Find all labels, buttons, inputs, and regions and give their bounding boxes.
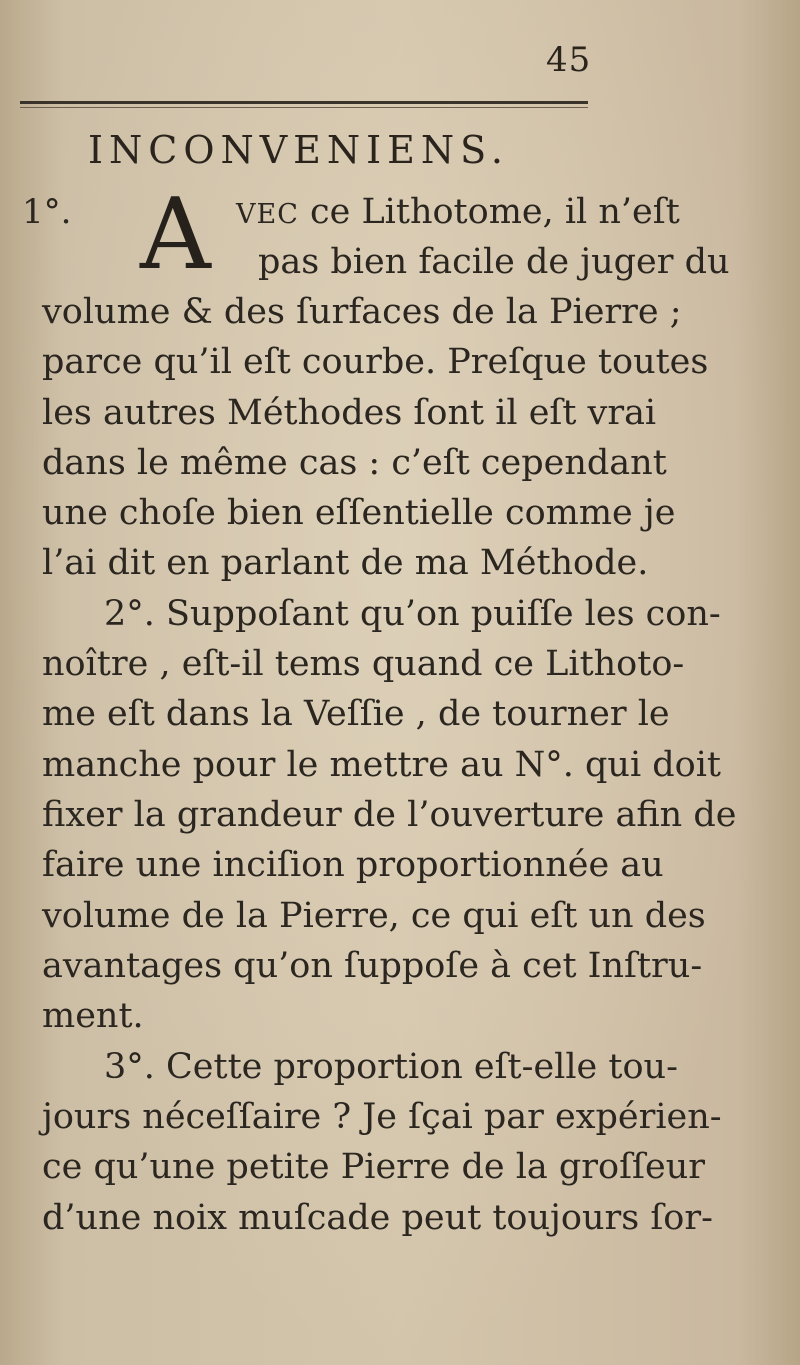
paragraph-2-line-1: 2°. Suppoſant qu’on puiſſe les con- — [104, 594, 721, 634]
drop-cap: A — [140, 178, 211, 292]
paragraph-2-line-9: ment. — [42, 996, 144, 1036]
paragraph-1-line-6: dans le même cas : c’eſt cependant — [42, 443, 667, 483]
section-heading: INCONVENIENS. — [88, 128, 509, 172]
paragraph-2-line-8: avantages qu’on ſuppoſe à cet Inſtru- — [42, 946, 703, 986]
small-caps-text: VEC — [236, 199, 299, 230]
paragraph-2-line-3: me eſt dans la Veſſie , de tourner le — [42, 694, 670, 734]
page-number: 45 — [546, 40, 592, 80]
paragraph-2-line-7: volume de la Pierre, ce qui eſt un des — [42, 896, 706, 936]
paragraph-3-line-2: jours néceſſaire ? Je ſçai par expérien- — [42, 1097, 722, 1137]
paragraph-1-number: 1°. — [22, 192, 72, 232]
paragraph-2-line-2: noître , eſt-il tems quand ce Lithoto- — [42, 644, 685, 684]
paragraph-1-line-1 — [236, 192, 680, 232]
paragraph-3-line-1: 3°. Cette proportion eſt-elle tou- — [104, 1047, 678, 1087]
paragraph-1-line-8: l’ai dit en parlant de ma Méthode. — [42, 543, 649, 583]
paragraph-3-line-3: ce qu’une petite Pierre de la groſſeur — [42, 1147, 706, 1187]
paragraph-1-line-3: volume & des ſurfaces de la Pierre ; — [42, 292, 682, 332]
paragraph-2-line-5: fixer la grandeur de l’ouverture afin de — [42, 795, 737, 835]
paragraph-2-line-6: faire une inciſion proportionnée au — [42, 845, 664, 885]
paragraph-1-line-4: parce qu’il eſt courbe. Preſque toutes — [42, 342, 709, 382]
paragraph-1-line-5: les autres Méthodes ſont il eſt vrai — [42, 393, 657, 433]
first-line-text: ce Lithotome, il n’eſt — [298, 192, 680, 232]
header-rule — [20, 101, 588, 104]
paragraph-1-line-2: pas bien facile de juger du — [258, 242, 730, 282]
paragraph-1-line-7: une choſe bien eſſentielle comme je — [42, 493, 676, 533]
paragraph-2-line-4: manche pour le mettre au N°. qui doit — [42, 745, 721, 785]
paragraph-3-line-4: d’une noix muſcade peut toujours ſor- — [42, 1198, 713, 1238]
